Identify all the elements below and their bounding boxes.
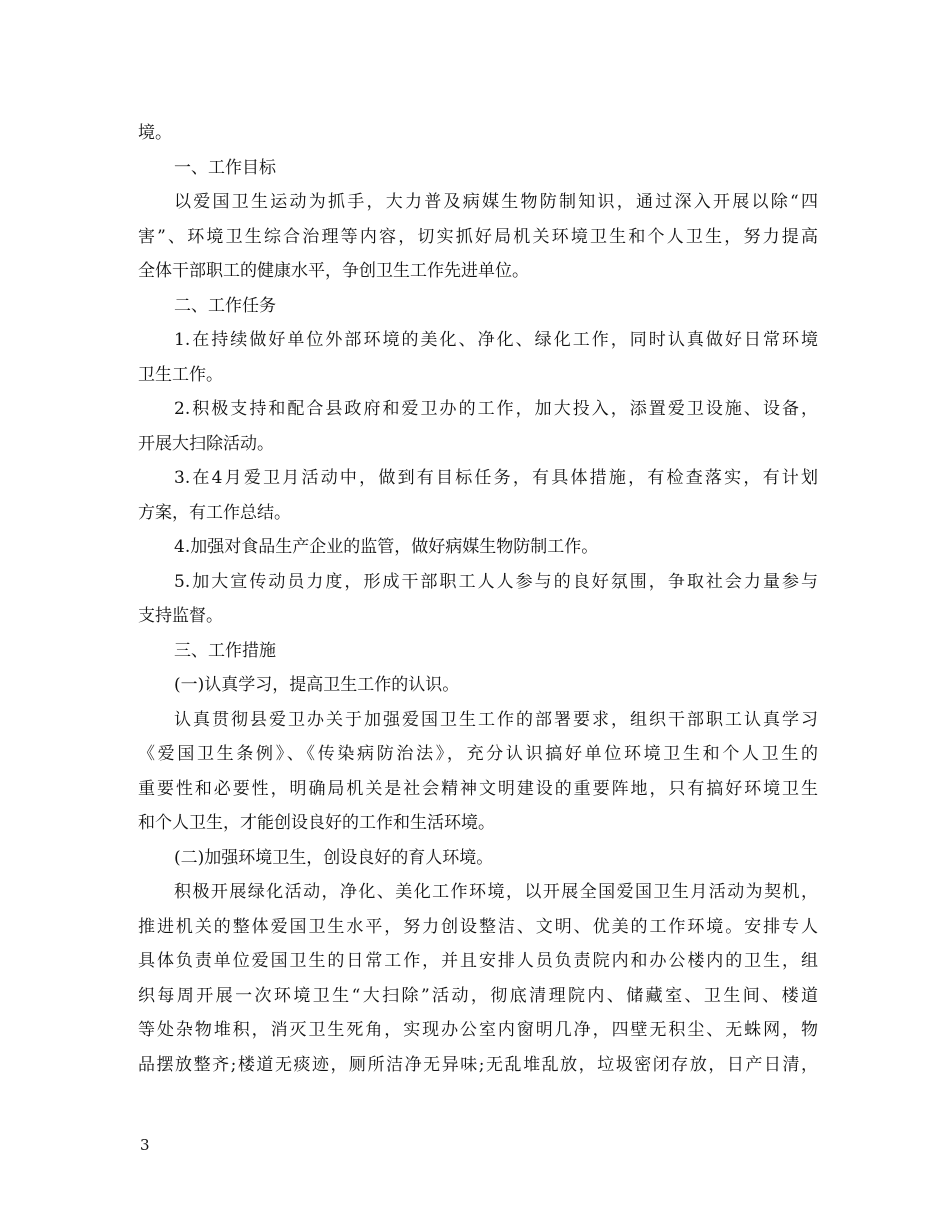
text-line: 卫生工作。 xyxy=(138,364,223,385)
text-line: 2.积极支持和配合县政府和爱卫办的工作，加大投入，添置爱卫设施、设备， xyxy=(174,399,818,419)
text-line: 和个人卫生，才能创设良好的工作和生活环境。 xyxy=(138,813,495,833)
text-line: (二)加强环境卫生，创设良好的育人环境。 xyxy=(174,847,494,868)
text-line: 织每周开展一次环境卫生“大扫除”活动，彻底清理院内、储藏室、卫生间、楼道 xyxy=(138,985,818,1006)
text-line: 三、工作措施 xyxy=(174,640,276,661)
text-line: 重要性和必要性，明确局机关是社会精神文明建设的重要阵地，只有搞好环境卫生 xyxy=(138,778,818,799)
text-line: 全体干部职工的健康水平，争创卫生工作先进单位。 xyxy=(138,261,529,281)
text-line: (一)认真学习，提高卫生工作的认识。 xyxy=(174,675,460,695)
text-line: 4.加强对食品生产企业的监管，做好病媒生物防制工作。 xyxy=(174,537,599,557)
page-number: 3 xyxy=(140,1136,150,1154)
text-line: 境。 xyxy=(138,123,172,143)
text-line: 积极开展绿化活动，净化、美化工作环境，以开展全国爱国卫生月活动为契机， xyxy=(174,882,818,902)
text-line: 以爱国卫生运动为抓手，大力普及病媒生物防制知识，通过深入开展以除“四 xyxy=(174,192,818,212)
text-line: 方案，有工作总结。 xyxy=(138,502,291,523)
text-line: 认真贯彻县爱卫办关于加强爱国卫生工作的部署要求，组织干部职工认真学习 xyxy=(174,709,818,730)
text-line: 害”、环境卫生综合治理等内容，切实抓好局机关环境卫生和个人卫生，努力提高 xyxy=(138,226,818,247)
text-line: 二、工作任务 xyxy=(174,295,276,316)
text-line: 具体负责单位爱国卫生的日常工作，并且安排人员负责院内和办公楼内的卫生，组 xyxy=(138,951,818,971)
text-line: 3.在4月爱卫月活动中，做到有目标任务，有具体措施，有检查落实，有计划 xyxy=(174,468,818,488)
text-line: 支持监督。 xyxy=(138,606,223,626)
text-line: 1.在持续做好单位外部环境的美化、净化、绿化工作，同时认真做好日常环境 xyxy=(174,330,818,350)
text-line: 一、工作目标 xyxy=(174,157,276,178)
text-line: 推进机关的整体爱国卫生水平，努力创设整洁、文明、优美的工作环境。安排专人 xyxy=(138,916,818,937)
text-line: 5.加大宣传动员力度，形成干部职工人人参与的良好氛围，争取社会力量参与 xyxy=(174,571,818,592)
text-line: 等处杂物堆积，消灭卫生死角，实现办公室内窗明几净，四壁无积尘、无蛛网，物 xyxy=(138,1020,818,1040)
text-line: 开展大扫除活动。 xyxy=(138,433,274,454)
text-line: 品摆放整齐;楼道无痰迹，厕所洁净无异味;无乱堆乱放，垃圾密闭存放，日产日清， xyxy=(138,1054,818,1075)
document-body xyxy=(138,116,818,1082)
text-line: 《爱国卫生条例》、《传染病防治法》，充分认识搞好单位环境卫生和个人卫生的 xyxy=(138,744,818,764)
